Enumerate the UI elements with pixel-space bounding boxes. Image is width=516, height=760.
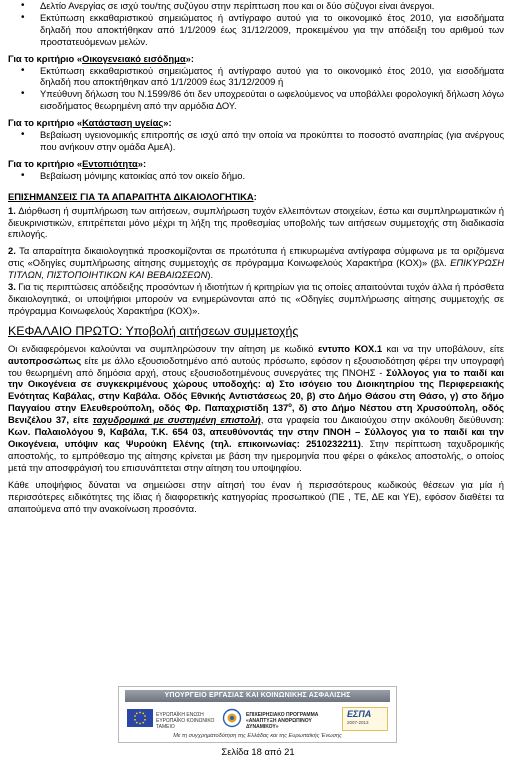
- income-list: [8, 65, 504, 113]
- espa-word: ΕΣΠΑ: [347, 709, 372, 719]
- list-item: • Εκτύπωση εκκαθαριστικού σημειώματος ή αντίγραφο αυτού για το οικονομικό έτος 2010, για εισοδήματα δηλαδή που αποκτήθηκαν από 1/1/2009 έως 31/12/2009 ή: [8, 65, 504, 89]
- eu-flag-icon: [127, 709, 153, 727]
- ministry-bar: ΥΠΟΥΡΓΕΙΟ ΕΡΓΑΣΙΑΣ ΚΑΙ ΚΟΙΝΩΝΙΚΗΣ ΑΣΦΑΛΙΣΗΣ: [125, 690, 390, 702]
- health-list: [8, 129, 504, 153]
- criterion-heading-income: Για το κριτήριο «Οικογενειακό εισόδημα»:: [8, 52, 194, 64]
- bullet-list-top: [8, 0, 504, 48]
- document-page: [8, 0, 504, 514]
- locality-list: [8, 170, 504, 182]
- espa-logo: [342, 707, 388, 731]
- list-item: • Υπεύθυνη δήλωση του Ν.1599/86 ότι δεν υποχρεούται ο ωφελούμενος να υποβάλλει φορολογική δήλωση λόγω εισοδήματος θεωρημένη από την αρμόδια ΔΟΥ.: [8, 88, 504, 112]
- funding-banner: [118, 686, 397, 743]
- page-number: Σελίδα 18 από 21: [221, 746, 295, 757]
- list-item: • Δελτίο Ανεργίας σε ισχύ του/της συζύγου στην περίπτωση που και οι δύο σύζυγοι είναι άνεργοι.: [8, 0, 504, 12]
- list-item: • Βεβαίωση υγειονομικής επιτροπής σε ισχύ από την οποία να προκύπτει το ποσοστό αναπηρίας (για ανέργους που ανήκουν στην ομάδα ΑμεΑ).: [8, 129, 504, 153]
- note-3: 3. Για τις περιπτώσεις απόδειξης προσόντων ή ιδιοτήτων ή κριτηρίων για τις οποίες απαιτούνται τυχόν άλλα ή πρόσθετα δικαιολογητικά, οι υποψήφιοι μπορούν να ενημερώνονται από τις «Οδηγίες συμπλήρωσης αίτησης συμμετοχής σε πρόγραμμα Κοινωφελούς Χαρακτήρα (ΚΟΧ)».: [8, 281, 504, 316]
- program-logo-icon: [221, 708, 243, 728]
- list-item: • Βεβαίωση μόνιμης κατοικίας από τον οικείο δήμο.: [8, 170, 504, 182]
- criterion-heading-health: Για το κριτήριο «Κατάσταση υγείας»:: [8, 117, 172, 129]
- criterion-heading-locality: Για το κριτήριο «Εντοπιότητα»:: [8, 157, 147, 169]
- program-label: ΕΠΙΧΕΙΡΗΣΙΑΚΟ ΠΡΟΓΡΑΜΜΑ «ΑΝΑΠΤΥΞΗ ΑΝΘΡΩΠΙΝΟΥ ΔΥΝΑΜΙΚΟΥ»: [246, 712, 319, 730]
- chapter-title: ΚΕΦΑΛΑΙΟ ΠΡΩΤΟ: Υποβολή αιτήσεων συμμετοχής: [8, 323, 299, 338]
- paragraph-codes: Κάθε υποψήφιος δύναται να σημειώσει στην αίτησή του έναν ή περισσότερους κωδικούς θέσεων για μία ή περισσότερες ειδικότητες της ίδιας ή διαφορετικής κατηγορίας προσωπικού (ΠΕ , ΤΕ, ΔΕ και ΥΕ), εφόσον διαθέτει τα απαιτούμενα από την ανακοίνωση προσόντα.: [8, 478, 504, 514]
- logo-row: [125, 705, 390, 731]
- cofunding-text: Με τη συγχρηματοδότηση της Ελλάδας και της Ευρωπαϊκής Ένωσης: [173, 733, 342, 739]
- notes-heading: ΕΠΙΣΗΜΑΝΣΕΙΣ ΓΙΑ ΤΑ ΑΠΑΡΑΙΤΗΤΑ ΔΙΚΑΙΟΛΟΓΗΤΙΚΑ:: [8, 190, 257, 202]
- note-2: 2. Τα απαραίτητα δικαιολογητικά προσκομίζονται σε πρωτότυπα ή επικυρωμένα αντίγραφα σύμφωνα με τα οριζόμενα στις «Οδηγίες συμπλήρωσης αίτησης συμμετοχής σε πρόγραμμα Κοινωφελούς Χαρακτήρα (ΚΟΧ)» (βλ. ΕΠΙΚΥΡΩΣΗ ΤΙΤΛΩΝ, ΠΙΣΤΟΠΟΙΗΤΙΚΩΝ ΚΑΙ ΒΕΒΑΙΩΣΕΩΝ).: [8, 245, 504, 281]
- note-1: 1. Διόρθωση ή συμπλήρωση των αιτήσεων, συμπλήρωση τυχόν ελλειπόντων στοιχείων, έστω και συμπληρωματικών ή διευκρινιστικών, επιτρέπεται μόνο μέχρι τη λήξη της προθεσμίας υποβολής των αιτήσεων συμμετοχής στη διαδικασία επιλογής.: [8, 204, 504, 240]
- eu-label: ΕΥΡΩΠΑΪΚΗ ΕΝΩΣΗ ΕΥΡΩΠΑΪΚΟ ΚΟΙΝΩΝΙΚΟ ΤΑΜΕΙΟ: [156, 712, 215, 730]
- paragraph-submission: Οι ενδιαφερόμενοι καλούνται να συμπληρώσουν την αίτηση με κωδικό εντυπο ΚΟΧ.1 και να την υποβάλουν, είτε αυτοπροσώπως είτε με άλλο εξουσιοδοτημένο από αυτούς πρόσωπο, εφόσον η εξουσιοδότηση φέρει την υπογραφή του θεωρημένη από δημόσια αρχή, στους εξουσιοδοτημένους συνεργάτες της ΠΝΟΗΣ - Σύλλογος για το παιδί και την Οικογένεια σε συγκεκριμένους χώρους υποδοχής: α) Στο ισόγειο του Διοικητηρίου της Περιφερειακής Ενότητας Καβάλας, στην Καβάλα. Οδός Εθνικής Αντιστάσεως 20, β) στο Δήμο Θάσου στη Θάσο, γ) στο δήμο Παγγαίου στην Ελευθερούπολη, οδός Φρ. Παπαχριστίδη $137^o$, δ) στο Δήμο Νέστου στη Χρυσούπολη, οδός Βενιζέλου 37, είτε ταχυδρομικά με συστημένη επιστολή, στα γραφεία του Δικαιούχου στην ακόλουθη διεύθυνση: Κων. Παλαιολόγου 9, Καβάλα, Τ.Κ. 654 03, απευθύνοντάς την στην ΠΝΟΗ – Σύλλογος για το παιδί και την Οικογένεια, υπόψιν κας Ψυρούκη Ελένης (τηλ. επικοινωνίας: 2510232211). Στην περίπτωση ταχυδρομικής αποστολής, το εμπρόθεσμο της αίτησης κρίνεται με βάση την ημερομηνία που φέρει ο φάκελος αποστολής, ο οποίος μετά την αποσφράγισή του επισυνάπτεται στην αίτηση του υποψηφίου.: [8, 342, 505, 473]
- list-item: • Εκτύπωση εκκαθαριστικού σημειώματος ή αντίγραφο αυτού για το οικονομικό έτος 2010, για εισοδήματα δηλαδή που αποκτήθηκαν από 1/1/2009 έως 31/12/2009, προκειμένου για την απόδειξη του αριθμού των προστατευόμενων μελών.: [8, 12, 504, 48]
- espa-years: 2007-2013: [347, 720, 369, 725]
